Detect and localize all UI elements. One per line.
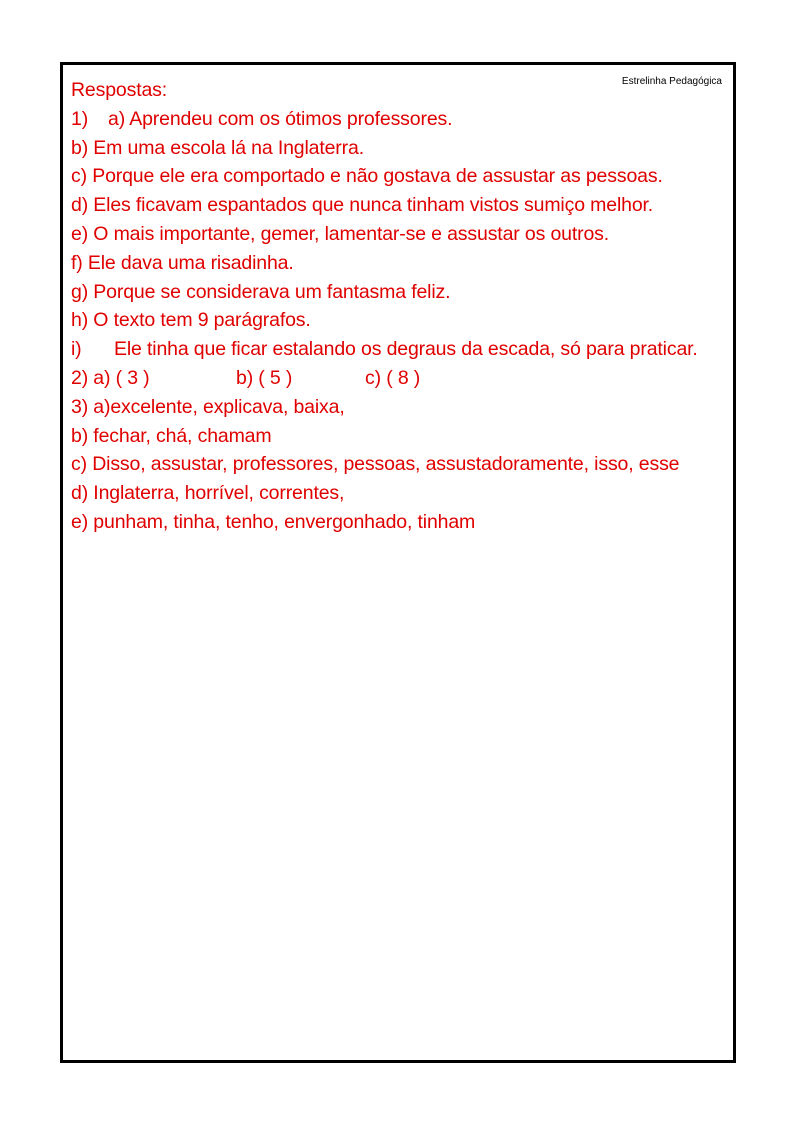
answer-2b: b) ( 5 ): [236, 366, 293, 389]
answer-2a: 2) a) ( 3 ): [71, 366, 150, 389]
answer-1i-label: i): [71, 338, 82, 361]
answer-1h: h) O texto tem 9 parágrafos.: [71, 309, 311, 332]
answer-1i-text: Ele tinha que ficar estalando os degraus da escada, só para praticar.: [114, 338, 698, 361]
answers-title: Respostas:: [71, 79, 168, 101]
answer-3b: b) fechar, chá, chamam: [71, 424, 272, 447]
answer-3d: d) Inglaterra, horrível, correntes,: [71, 482, 345, 505]
answer-1e: e) O mais importante, gemer, lamentar-se e assustar os outros.: [71, 222, 610, 245]
answer-1f: f) Ele dava uma risadinha.: [71, 251, 294, 274]
answer-3a: 3) a)excelente, explicava, baixa,: [71, 395, 345, 418]
answer-3c: c) Disso, assustar, professores, pessoas, assustadoramente, isso, esse: [71, 453, 680, 476]
question-1-number: 1): [71, 107, 89, 130]
answer-1a: [71, 105, 701, 134]
answer-1a-text: a) Aprendeu com os ótimos professores.: [108, 107, 453, 130]
answer-3e: e) punham, tinha, tenho, envergonhado, tinham: [71, 510, 476, 533]
answer-1c: c) Porque ele era comportado e não gostava de assustar as pessoas.: [71, 165, 663, 188]
answer-1d: d) Eles ficavam espantados que nunca tinham vistos sumiço melhor.: [71, 194, 654, 217]
answer-2-row: [71, 364, 701, 393]
answer-1g: g) Porque se considerava um fantasma feliz.: [71, 280, 451, 303]
answer-1b: b) Em uma escola lá na Inglaterra.: [71, 136, 364, 159]
answer-2c: c) ( 8 ): [365, 366, 421, 389]
answer-1i: [71, 335, 701, 364]
credit-label: Estrelinha Pedagógica: [621, 76, 722, 87]
answers-block: [71, 76, 701, 537]
answer-sheet-frame: [60, 62, 736, 1063]
